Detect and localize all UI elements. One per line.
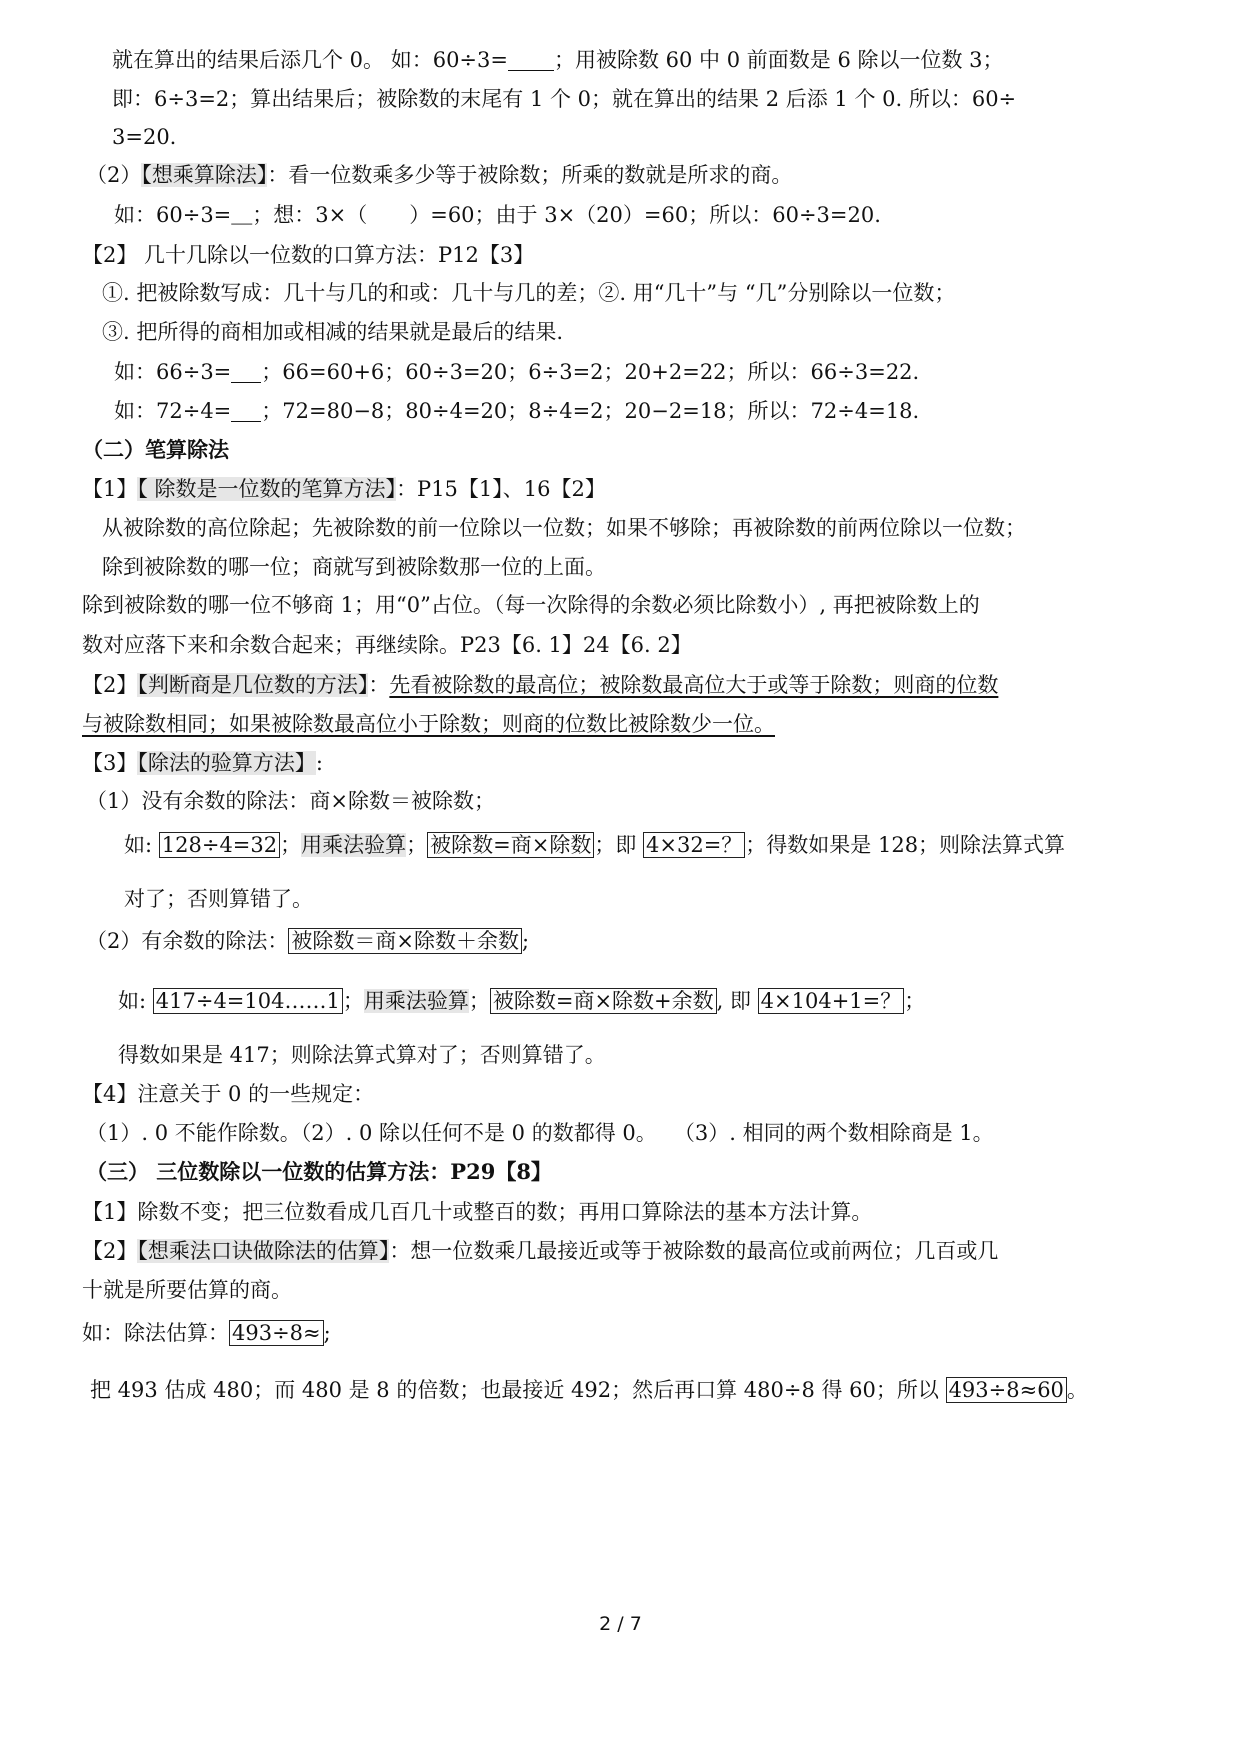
highlighted-term: 用乘法验算	[301, 833, 407, 857]
boxed-expression: 128÷4=32	[159, 832, 280, 858]
boxed-expression: 493÷8≈60	[946, 1377, 1067, 1403]
text-line: 除到被除数的哪一位；商就写到被除数那一位的上面。	[102, 555, 606, 579]
text-line: ③. 把所得的商相加或相减的结果就是最后的结果.	[102, 320, 564, 344]
boxed-expression: 493÷8≈	[229, 1320, 324, 1346]
text-line: （1）没有余数的除法：商×除数＝被除数；	[86, 789, 495, 813]
text-line: 得数如果是 417；则除法算式算对了；否则算错了。	[118, 1043, 606, 1067]
text-line: 如：72÷4= ；72=80−8；80÷4=20；8÷4=2；20−2=18；所以：72÷4=18.	[114, 399, 920, 423]
answer-blank	[231, 360, 261, 383]
boxed-expression: 被除数=商×除数	[427, 832, 594, 858]
section-heading: 【1】【 除数是一位数的笔算方法】：P15【1】、16【2】	[82, 477, 606, 501]
highlighted-term: 【想乘算除法】	[141, 163, 268, 187]
text-line: 就在算出的结果后添几个 0。 如：60÷3= ；用被除数 60 中 0 前面数是 6 除以一位数 3；	[112, 48, 1004, 72]
text-line: 对了；否则算错了。	[124, 887, 313, 911]
boxed-expression: 被除数＝商×除数＋余数	[288, 928, 522, 954]
underlined-rule: 与被除数相同；如果被除数最高位小于除数；则商的位数比被除数少一位。	[82, 712, 775, 736]
section-heading: 【3】【除法的验算方法】:	[82, 751, 323, 775]
text-line: （1）. 0 不能作除数。（2）. 0 除以任何不是 0 的数都得 0。 （3）. 相同的两个数相除商是 1。	[86, 1121, 994, 1145]
example-line: 如: 417÷4=104……1 ；用乘法验算； 被除数=商×除数+余数 , 即 4×104+1=？ ；	[118, 989, 926, 1013]
page-number: 2 / 7	[599, 1613, 642, 1635]
boxed-expression: 4×104+1=？	[758, 988, 905, 1014]
section-heading: 【2】 几十几除以一位数的口算方法：P12【3】	[82, 243, 535, 267]
example-line: 如: 128÷4=32 ；用乘法验算； 被除数=商×除数 ；即 4×32=？ ；得数如果是 128；则除法算式算	[124, 833, 1066, 857]
example-line: 把 493 估成 480；而 480 是 8 的倍数；也最接近 492；然后再口算 480÷8 得 60；所以 493÷8≈60 。	[90, 1378, 1088, 1402]
section-heading: 【2】【想乘法口诀做除法的估算】：想一位数乘几最接近或等于被除数的最高位或前两位；几百或几	[82, 1239, 999, 1263]
boxed-expression: 417÷4=104……1	[153, 988, 343, 1014]
highlighted-term: 【判断商是几位数的方法】	[137, 673, 369, 697]
text-line: 即：6÷3=2；算出结果后；被除数的末尾有 1 个 0；就在算出的结果 2 后添 1 个 0. 所以：60÷	[112, 87, 1017, 111]
text-line: 如：60÷3=＿；想：3×（ ）=60；由于 3×（20）=60；所以：60÷3=20.	[114, 203, 881, 227]
highlighted-term: 【想乘法口诀做除法的估算】	[137, 1239, 390, 1263]
chapter-heading: （三） 三位数除以一位数的估算方法：P29【8】	[86, 1159, 552, 1184]
highlighted-term: 用乘法验算	[363, 989, 469, 1013]
text-line: 3=20.	[112, 125, 177, 149]
answer-blank	[231, 399, 261, 422]
text-line	[82, 709, 775, 739]
highlighted-term: 【除法的验算方法】	[137, 751, 316, 775]
text-line: 十就是所要估算的商。	[82, 1278, 292, 1302]
text-line: 数对应落下来和余数合起来；再继续除。P23【6. 1】24【6. 2】	[82, 633, 692, 657]
text-line: （2）【想乘算除法】：看一位数乘多少等于被除数；所乘的数就是所求的商。	[86, 163, 793, 187]
highlighted-term: 【 除数是一位数的笔算方法】	[137, 477, 397, 501]
answer-blank	[508, 48, 554, 71]
boxed-expression: 被除数=商×除数+余数	[490, 988, 717, 1014]
text-line: 如：66÷3= ；66=60+6；60÷3=20；6÷3=2；20+2=22；所以：66÷3=22.	[114, 360, 920, 384]
text-line: 除到被除数的哪一位不够商 1；用“0”占位。（每一次除得的余数必须比除数小）, 再把被除数上的	[82, 593, 980, 617]
chapter-heading: （二）笔算除法	[82, 437, 229, 462]
section-heading: 【2】【判断商是几位数的方法】：先看被除数的最高位；被除数最高位大于或等于除数；则商的位数	[82, 673, 999, 697]
text-line: ①. 把被除数写成：几十与几的和或：几十与几的差；②. 用“几十”与 “几”分别除以一位数；	[102, 281, 956, 305]
text-line: 【1】除数不变；把三位数看成几百几十或整百的数；再用口算除法的基本方法计算。	[82, 1200, 873, 1224]
example-line: 如：除法估算： 493÷8≈ ;	[82, 1321, 331, 1345]
underlined-rule: 先看被除数的最高位；被除数最高位大于或等于除数；则商的位数	[389, 673, 999, 697]
text-line: 从被除数的高位除起；先被除数的前一位除以一位数；如果不够除；再被除数的前两位除以一位数；	[102, 516, 1026, 540]
boxed-expression: 4×32=？	[643, 832, 745, 858]
text-line: （2）有余数的除法： 被除数＝商×除数＋余数 ;	[86, 929, 530, 953]
section-heading: 【4】注意关于 0 的一些规定：	[82, 1082, 375, 1106]
